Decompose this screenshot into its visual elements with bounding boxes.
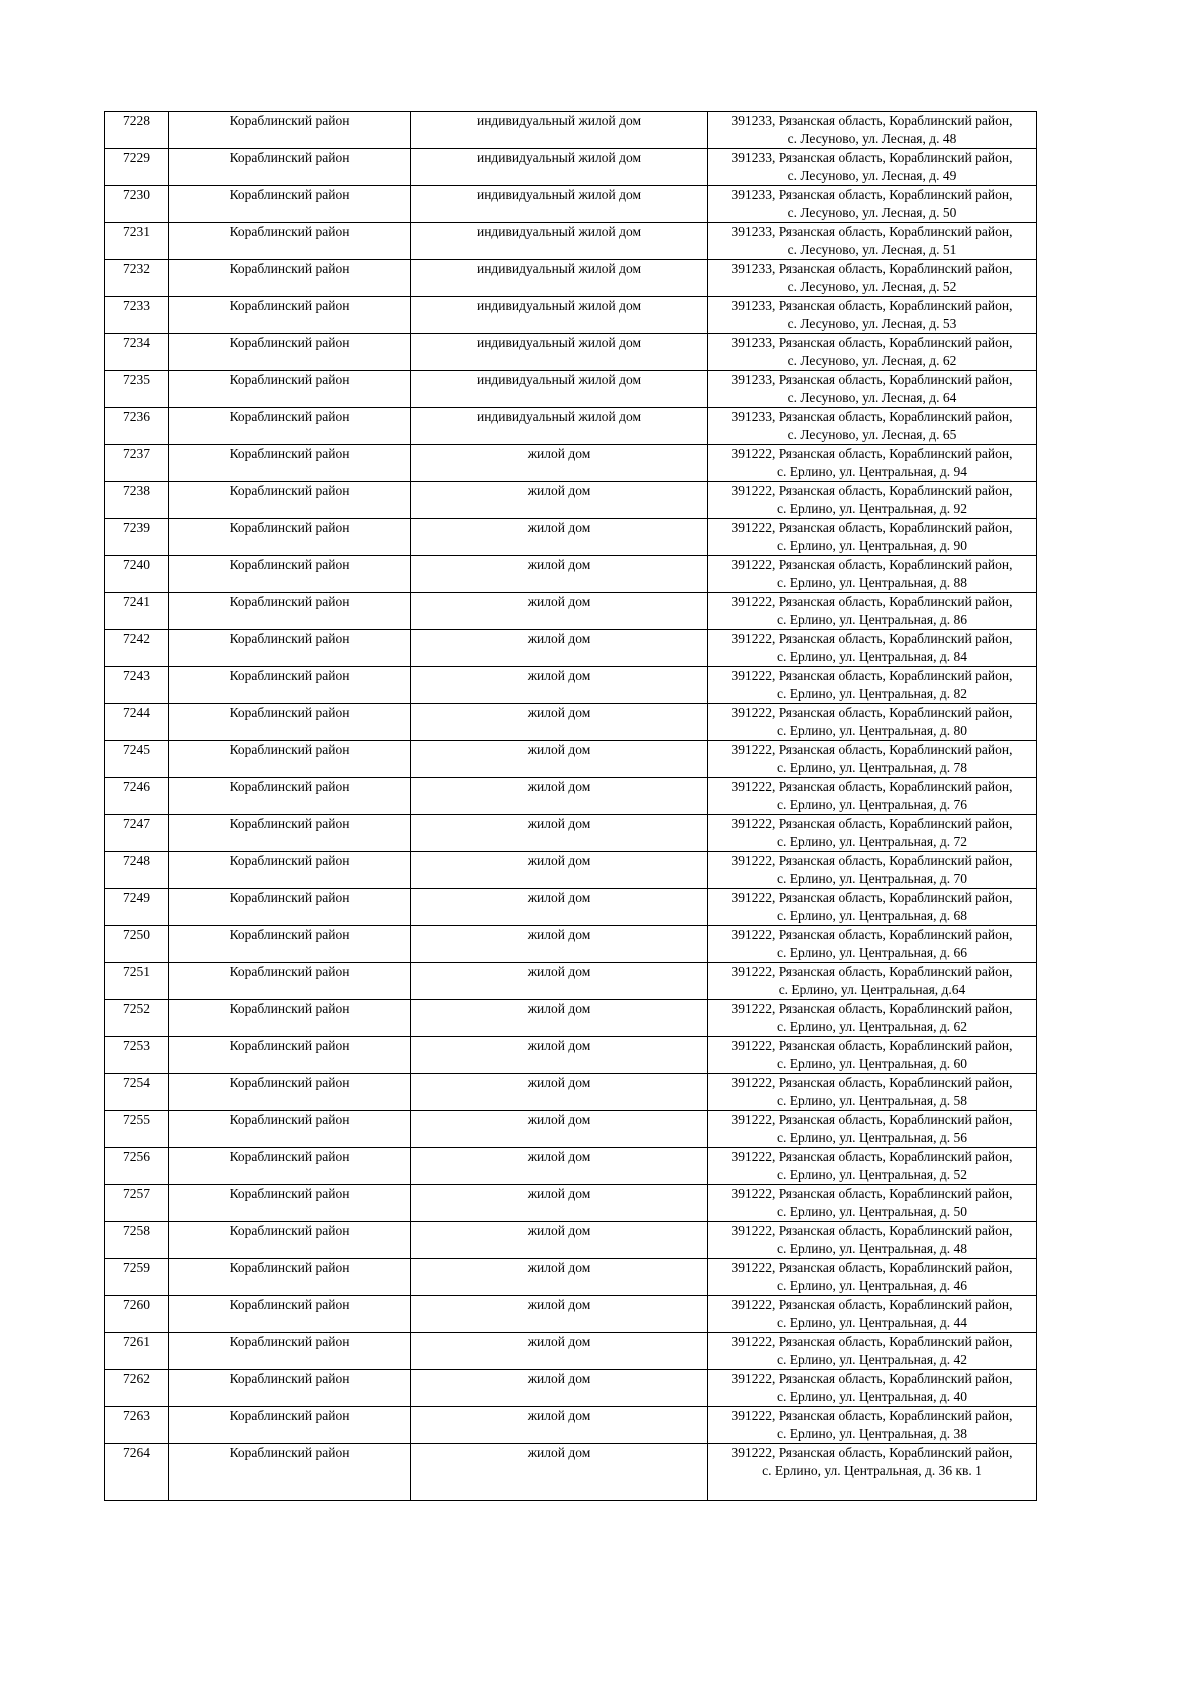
table-row <box>105 741 1037 778</box>
address-cell <box>708 408 1037 445</box>
row-number: 7232 <box>105 260 169 297</box>
address-cell <box>708 1370 1037 1407</box>
table-row <box>105 112 1037 149</box>
district-cell: Кораблинский район <box>169 445 411 482</box>
table-row <box>105 1222 1037 1259</box>
address-line-1: 391222, Рязанская область, Кораблинский район, <box>731 1149 1013 1164</box>
address-cell <box>708 371 1037 408</box>
address-line-1: 391222, Рязанская область, Кораблинский район, <box>731 668 1013 683</box>
table-row <box>105 667 1037 704</box>
district-cell: Кораблинский район <box>169 149 411 186</box>
row-number: 7248 <box>105 852 169 889</box>
building-type-cell: жилой дом <box>411 852 708 889</box>
row-number: 7233 <box>105 297 169 334</box>
district-cell: Кораблинский район <box>169 519 411 556</box>
address-line-1: 391222, Рязанская область, Кораблинский район, <box>731 1334 1013 1349</box>
table-row <box>105 445 1037 482</box>
address-line-1: 391222, Рязанская область, Кораблинский район, <box>731 594 1013 609</box>
address-line-2: с. Ерлино, ул. Центральная, д. 82 <box>777 685 967 701</box>
building-type-cell: жилой дом <box>411 926 708 963</box>
building-type-cell: жилой дом <box>411 1185 708 1222</box>
address-line-1: 391222, Рязанская область, Кораблинский район, <box>731 816 1013 831</box>
row-number: 7254 <box>105 1074 169 1111</box>
address-cell <box>708 297 1037 334</box>
building-type-cell: индивидуальный жилой дом <box>411 186 708 223</box>
building-type-cell: жилой дом <box>411 815 708 852</box>
district-cell: Кораблинский район <box>169 297 411 334</box>
table-row <box>105 630 1037 667</box>
address-line-1: 391233, Рязанская область, Кораблинский район, <box>731 150 1013 165</box>
address-cell <box>708 1148 1037 1185</box>
district-cell: Кораблинский район <box>169 334 411 371</box>
district-cell: Кораблинский район <box>169 1111 411 1148</box>
address-line-1: 391222, Рязанская область, Кораблинский район, <box>731 853 1013 868</box>
address-line-1: 391222, Рязанская область, Кораблинский район, <box>731 1038 1013 1053</box>
address-line-1: 391222, Рязанская область, Кораблинский район, <box>731 520 1013 535</box>
address-cell <box>708 260 1037 297</box>
address-line-1: 391222, Рязанская область, Кораблинский район, <box>731 557 1013 572</box>
address-cell <box>708 223 1037 260</box>
building-type-cell: жилой дом <box>411 1037 708 1074</box>
address-line-1: 391233, Рязанская область, Кораблинский район, <box>731 372 1013 387</box>
address-line-1: 391222, Рязанская область, Кораблинский район, <box>731 779 1013 794</box>
row-number: 7242 <box>105 630 169 667</box>
address-line-2: с. Лесуново, ул. Лесная, д. 52 <box>787 278 957 294</box>
address-line-1: 391222, Рязанская область, Кораблинский район, <box>731 631 1013 646</box>
address-line-1: 391233, Рязанская область, Кораблинский район, <box>731 224 1013 239</box>
address-line-2: с. Ерлино, ул. Центральная, д. 46 <box>777 1277 967 1293</box>
table-row <box>105 926 1037 963</box>
address-line-1: 391222, Рязанская область, Кораблинский район, <box>731 1408 1013 1423</box>
address-line-1: 391222, Рязанская область, Кораблинский район, <box>731 1297 1013 1312</box>
address-line-1: 391222, Рязанская область, Кораблинский район, <box>731 1371 1013 1386</box>
row-number: 7249 <box>105 889 169 926</box>
address-line-2: с. Лесуново, ул. Лесная, д. 53 <box>787 315 957 331</box>
address-cell <box>708 519 1037 556</box>
address-cell <box>708 149 1037 186</box>
table-row <box>105 1148 1037 1185</box>
address-line-2: с. Ерлино, ул. Центральная, д. 44 <box>777 1314 967 1330</box>
building-type-cell: жилой дом <box>411 667 708 704</box>
address-cell <box>708 741 1037 778</box>
building-type-cell: индивидуальный жилой дом <box>411 260 708 297</box>
address-cell <box>708 630 1037 667</box>
building-type-cell: жилой дом <box>411 1222 708 1259</box>
row-number: 7239 <box>105 519 169 556</box>
row-number: 7244 <box>105 704 169 741</box>
row-number: 7259 <box>105 1259 169 1296</box>
address-line-2: с. Ерлино, ул. Центральная, д.64 <box>778 981 966 997</box>
building-type-cell: жилой дом <box>411 778 708 815</box>
address-cell <box>708 778 1037 815</box>
district-cell: Кораблинский район <box>169 112 411 149</box>
address-line-1: 391222, Рязанская область, Кораблинский район, <box>731 1260 1013 1275</box>
row-number: 7257 <box>105 1185 169 1222</box>
address-line-1: 391222, Рязанская область, Кораблинский район, <box>731 964 1013 979</box>
district-cell: Кораблинский район <box>169 1370 411 1407</box>
address-cell <box>708 1074 1037 1111</box>
address-line-2: с. Ерлино, ул. Центральная, д. 50 <box>777 1203 967 1219</box>
address-line-2: с. Ерлино, ул. Центральная, д. 38 <box>777 1425 967 1441</box>
address-cell <box>708 186 1037 223</box>
district-cell: Кораблинский район <box>169 741 411 778</box>
table-row <box>105 1074 1037 1111</box>
address-line-2: с. Ерлино, ул. Центральная, д. 76 <box>777 796 967 812</box>
table-row <box>105 408 1037 445</box>
address-cell <box>708 889 1037 926</box>
table-row <box>105 889 1037 926</box>
building-type-cell: индивидуальный жилой дом <box>411 149 708 186</box>
address-line-1: 391222, Рязанская область, Кораблинский район, <box>731 483 1013 498</box>
address-line-2: с. Ерлино, ул. Центральная, д. 52 <box>777 1166 967 1182</box>
table-row <box>105 482 1037 519</box>
table-row <box>105 1407 1037 1444</box>
table-row <box>105 852 1037 889</box>
district-cell: Кораблинский район <box>169 926 411 963</box>
address-cell <box>708 852 1037 889</box>
address-line-2: с. Ерлино, ул. Центральная, д. 42 <box>777 1351 967 1367</box>
row-number: 7246 <box>105 778 169 815</box>
table-row <box>105 1037 1037 1074</box>
address-line-1: 391222, Рязанская область, Кораблинский район, <box>731 1075 1013 1090</box>
address-line-1: 391233, Рязанская область, Кораблинский район, <box>731 261 1013 276</box>
row-number: 7245 <box>105 741 169 778</box>
address-line-1: 391222, Рязанская область, Кораблинский район, <box>731 1001 1013 1016</box>
building-type-cell: жилой дом <box>411 1074 708 1111</box>
building-type-cell: жилой дом <box>411 630 708 667</box>
table-row <box>105 297 1037 334</box>
district-cell: Кораблинский район <box>169 1444 411 1501</box>
district-cell: Кораблинский район <box>169 408 411 445</box>
table-row <box>105 519 1037 556</box>
housing-table <box>104 111 1037 1501</box>
address-line-1: 391233, Рязанская область, Кораблинский район, <box>731 335 1013 350</box>
row-number: 7263 <box>105 1407 169 1444</box>
row-number: 7240 <box>105 556 169 593</box>
address-line-2: с. Лесуново, ул. Лесная, д. 49 <box>787 167 957 183</box>
table-row <box>105 186 1037 223</box>
address-line-1: 391222, Рязанская область, Кораблинский район, <box>731 1223 1013 1238</box>
address-cell <box>708 1259 1037 1296</box>
address-cell <box>708 815 1037 852</box>
building-type-cell: индивидуальный жилой дом <box>411 371 708 408</box>
address-line-1: 391222, Рязанская область, Кораблинский район, <box>731 927 1013 942</box>
building-type-cell: жилой дом <box>411 1407 708 1444</box>
building-type-cell: жилой дом <box>411 519 708 556</box>
address-cell <box>708 593 1037 630</box>
building-type-cell: жилой дом <box>411 741 708 778</box>
address-line-2: с. Ерлино, ул. Центральная, д. 68 <box>777 907 967 923</box>
district-cell: Кораблинский район <box>169 704 411 741</box>
district-cell: Кораблинский район <box>169 1333 411 1370</box>
row-number: 7228 <box>105 112 169 149</box>
address-line-2: с. Ерлино, ул. Центральная, д. 66 <box>777 944 967 960</box>
row-number: 7253 <box>105 1037 169 1074</box>
address-line-1: 391233, Рязанская область, Кораблинский район, <box>731 113 1013 128</box>
district-cell: Кораблинский район <box>169 630 411 667</box>
table-row <box>105 1296 1037 1333</box>
district-cell: Кораблинский район <box>169 1185 411 1222</box>
row-number: 7241 <box>105 593 169 630</box>
address-line-2: с. Ерлино, ул. Центральная, д. 78 <box>777 759 967 775</box>
row-number: 7231 <box>105 223 169 260</box>
row-number: 7262 <box>105 1370 169 1407</box>
table-body <box>105 112 1037 1501</box>
address-cell <box>708 1037 1037 1074</box>
row-number: 7229 <box>105 149 169 186</box>
row-number: 7264 <box>105 1444 169 1501</box>
building-type-cell: индивидуальный жилой дом <box>411 334 708 371</box>
address-line-2: с. Ерлино, ул. Центральная, д. 48 <box>777 1240 967 1256</box>
address-line-2: с. Лесуново, ул. Лесная, д. 50 <box>787 204 957 220</box>
address-line-1: 391222, Рязанская область, Кораблинский район, <box>731 1445 1013 1460</box>
building-type-cell: жилой дом <box>411 704 708 741</box>
district-cell: Кораблинский район <box>169 1000 411 1037</box>
address-line-2: с. Ерлино, ул. Центральная, д. 62 <box>777 1018 967 1034</box>
address-line-2: с. Ерлино, ул. Центральная, д. 84 <box>777 648 967 664</box>
table-row <box>105 556 1037 593</box>
address-line-2: с. Ерлино, ул. Центральная, д. 88 <box>777 574 967 590</box>
row-number: 7235 <box>105 371 169 408</box>
address-line-2: с. Лесуново, ул. Лесная, д. 48 <box>787 130 957 146</box>
row-number: 7250 <box>105 926 169 963</box>
district-cell: Кораблинский район <box>169 371 411 408</box>
row-number: 7243 <box>105 667 169 704</box>
address-line-2: с. Ерлино, ул. Центральная, д. 92 <box>777 500 967 516</box>
row-number: 7230 <box>105 186 169 223</box>
address-line-1: 391222, Рязанская область, Кораблинский район, <box>731 742 1013 757</box>
building-type-cell: жилой дом <box>411 1444 708 1501</box>
address-cell <box>708 963 1037 1000</box>
row-number: 7247 <box>105 815 169 852</box>
district-cell: Кораблинский район <box>169 1074 411 1111</box>
table-row <box>105 704 1037 741</box>
table-row <box>105 1370 1037 1407</box>
address-line-2: с. Лесуново, ул. Лесная, д. 65 <box>787 426 957 442</box>
row-number: 7260 <box>105 1296 169 1333</box>
district-cell: Кораблинский район <box>169 1259 411 1296</box>
address-line-2: с. Ерлино, ул. Центральная, д. 36 кв. 1 <box>762 1462 982 1478</box>
district-cell: Кораблинский район <box>169 963 411 1000</box>
address-cell <box>708 926 1037 963</box>
address-line-1: 391233, Рязанская область, Кораблинский район, <box>731 298 1013 313</box>
table-row <box>105 815 1037 852</box>
address-line-1: 391222, Рязанская область, Кораблинский район, <box>731 1186 1013 1201</box>
row-number: 7256 <box>105 1148 169 1185</box>
address-line-2: с. Ерлино, ул. Центральная, д. 58 <box>777 1092 967 1108</box>
address-cell <box>708 445 1037 482</box>
district-cell: Кораблинский район <box>169 1407 411 1444</box>
table-row <box>105 1333 1037 1370</box>
district-cell: Кораблинский район <box>169 667 411 704</box>
district-cell: Кораблинский район <box>169 260 411 297</box>
row-number: 7236 <box>105 408 169 445</box>
district-cell: Кораблинский район <box>169 889 411 926</box>
address-line-2: с. Ерлино, ул. Центральная, д. 56 <box>777 1129 967 1145</box>
building-type-cell: жилой дом <box>411 445 708 482</box>
district-cell: Кораблинский район <box>169 778 411 815</box>
district-cell: Кораблинский район <box>169 223 411 260</box>
address-cell <box>708 667 1037 704</box>
address-line-2: с. Ерлино, ул. Центральная, д. 94 <box>777 463 967 479</box>
row-number: 7237 <box>105 445 169 482</box>
building-type-cell: жилой дом <box>411 1000 708 1037</box>
building-type-cell: жилой дом <box>411 556 708 593</box>
address-cell <box>708 1444 1037 1501</box>
district-cell: Кораблинский район <box>169 482 411 519</box>
district-cell: Кораблинский район <box>169 186 411 223</box>
table-row <box>105 1444 1037 1501</box>
address-line-2: с. Ерлино, ул. Центральная, д. 60 <box>777 1055 967 1071</box>
address-line-2: с. Лесуново, ул. Лесная, д. 62 <box>787 352 957 368</box>
address-line-2: с. Ерлино, ул. Центральная, д. 70 <box>777 870 967 886</box>
row-number: 7234 <box>105 334 169 371</box>
district-cell: Кораблинский район <box>169 556 411 593</box>
building-type-cell: жилой дом <box>411 482 708 519</box>
table-row <box>105 1259 1037 1296</box>
row-number: 7261 <box>105 1333 169 1370</box>
table-row <box>105 260 1037 297</box>
building-type-cell: индивидуальный жилой дом <box>411 223 708 260</box>
address-line-2: с. Лесуново, ул. Лесная, д. 51 <box>787 241 957 257</box>
building-type-cell: индивидуальный жилой дом <box>411 408 708 445</box>
address-cell <box>708 556 1037 593</box>
building-type-cell: индивидуальный жилой дом <box>411 112 708 149</box>
address-cell <box>708 1407 1037 1444</box>
address-line-1: 391222, Рязанская область, Кораблинский район, <box>731 446 1013 461</box>
building-type-cell: жилой дом <box>411 1259 708 1296</box>
address-cell <box>708 112 1037 149</box>
row-number: 7258 <box>105 1222 169 1259</box>
district-cell: Кораблинский район <box>169 1222 411 1259</box>
address-cell <box>708 482 1037 519</box>
address-line-1: 391233, Рязанская область, Кораблинский район, <box>731 409 1013 424</box>
table-row <box>105 1185 1037 1222</box>
building-type-cell: жилой дом <box>411 1333 708 1370</box>
table-row <box>105 334 1037 371</box>
address-line-1: 391222, Рязанская область, Кораблинский район, <box>731 1112 1013 1127</box>
address-cell <box>708 1333 1037 1370</box>
address-line-2: с. Ерлино, ул. Центральная, д. 80 <box>777 722 967 738</box>
address-cell <box>708 1222 1037 1259</box>
district-cell: Кораблинский район <box>169 852 411 889</box>
address-line-1: 391222, Рязанская область, Кораблинский район, <box>731 890 1013 905</box>
table-row <box>105 1000 1037 1037</box>
building-type-cell: индивидуальный жилой дом <box>411 297 708 334</box>
building-type-cell: жилой дом <box>411 963 708 1000</box>
district-cell: Кораблинский район <box>169 1296 411 1333</box>
district-cell: Кораблинский район <box>169 1148 411 1185</box>
district-cell: Кораблинский район <box>169 1037 411 1074</box>
address-line-2: с. Ерлино, ул. Центральная, д. 86 <box>777 611 967 627</box>
address-cell <box>708 1185 1037 1222</box>
address-line-1: 391222, Рязанская область, Кораблинский район, <box>731 705 1013 720</box>
row-number: 7252 <box>105 1000 169 1037</box>
building-type-cell: жилой дом <box>411 1296 708 1333</box>
table-row <box>105 371 1037 408</box>
address-line-1: 391233, Рязанская область, Кораблинский район, <box>731 187 1013 202</box>
address-cell <box>708 334 1037 371</box>
row-number: 7251 <box>105 963 169 1000</box>
row-number: 7238 <box>105 482 169 519</box>
address-line-2: с. Ерлино, ул. Центральная, д. 90 <box>777 537 967 553</box>
address-cell <box>708 1000 1037 1037</box>
address-cell <box>708 1296 1037 1333</box>
table-row <box>105 778 1037 815</box>
address-cell <box>708 704 1037 741</box>
building-type-cell: жилой дом <box>411 1111 708 1148</box>
table-row <box>105 223 1037 260</box>
address-line-2: с. Лесуново, ул. Лесная, д. 64 <box>787 389 957 405</box>
building-type-cell: жилой дом <box>411 1370 708 1407</box>
address-line-2: с. Ерлино, ул. Центральная, д. 40 <box>777 1388 967 1404</box>
district-cell: Кораблинский район <box>169 593 411 630</box>
address-cell <box>708 1111 1037 1148</box>
row-number: 7255 <box>105 1111 169 1148</box>
building-type-cell: жилой дом <box>411 593 708 630</box>
building-type-cell: жилой дом <box>411 889 708 926</box>
table-row <box>105 593 1037 630</box>
table-row <box>105 1111 1037 1148</box>
table-row <box>105 149 1037 186</box>
address-line-2: с. Ерлино, ул. Центральная, д. 72 <box>777 833 967 849</box>
table-row <box>105 963 1037 1000</box>
district-cell: Кораблинский район <box>169 815 411 852</box>
building-type-cell: жилой дом <box>411 1148 708 1185</box>
